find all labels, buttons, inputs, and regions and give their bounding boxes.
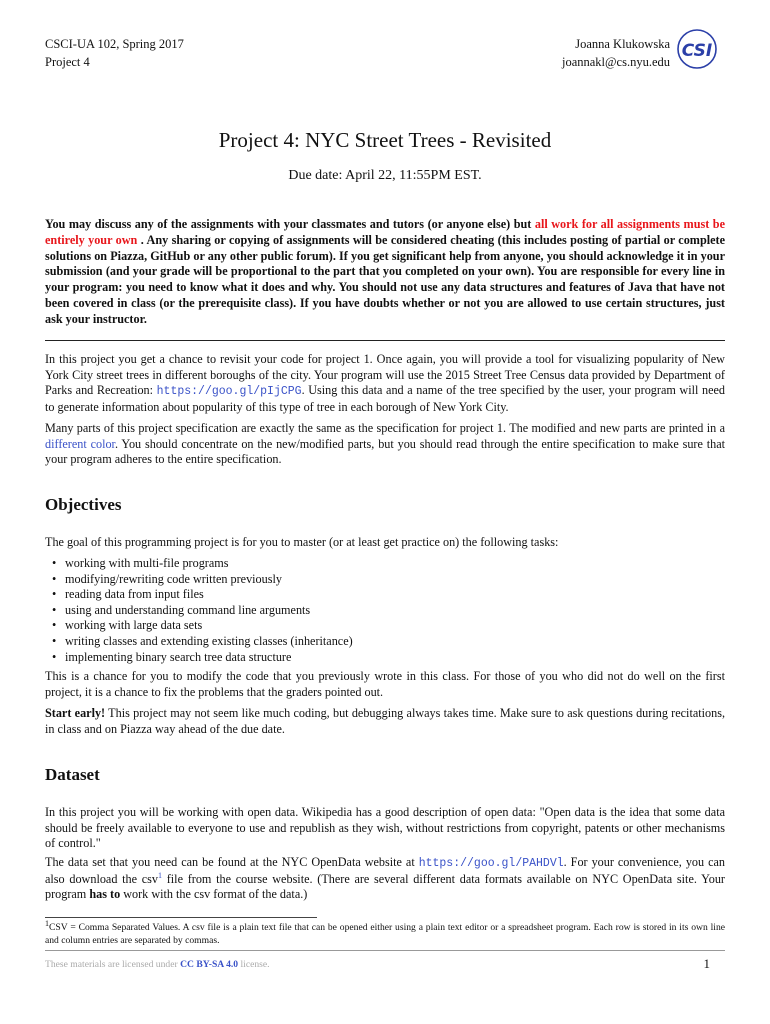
objective-item: • writing classes and extending existing classes (inheritance) <box>45 634 725 650</box>
objective-item: • modifying/rewriting code written previously <box>45 572 725 588</box>
census-data-link[interactable]: https://goo.gl/pIjCPG <box>156 385 302 399</box>
policy-text-1: You may discuss any of the assignments with your classmates and tutors (or anyone else) but <box>45 217 535 231</box>
author-name: Joanna Klukowska <box>575 37 670 51</box>
project-label: Project 4 <box>45 55 90 69</box>
footnote-text: CSV = Comma Separated Values. A csv file is a plain text file that can be opened either using a plain text editor or a spreadsheet program. Each row is stored in its own line and column entries are separated by commas. <box>45 922 725 946</box>
intro-text: In this project you get a chance to revisit your code for project 1. Once again, you will provide a tool for visualizing popularity of New York City street trees in different boroughs of the city. Your program will use the 2015 Street Tree Census data provided by Department of Parks and Recreation: <box>45 352 725 398</box>
intro-text: . You should concentrate on the new/modified parts, but you should read through the entire specification to make sure that your program adheres to the entire specification. <box>45 436 726 467</box>
objective-item: • working with multi-file programs <box>45 556 725 572</box>
start-early-text: This project may not seem like much coding, but debugging always takes time. Make sure to ask questions during recitations, in class and on Piazza way ahead of the due date. <box>45 706 725 736</box>
opendata-link[interactable]: https://goo.gl/PAHDVl <box>418 857 564 870</box>
intro-paragraph-2 <box>45 421 725 468</box>
footnote-mark: 1 <box>45 918 49 928</box>
footnote-ref[interactable]: 1 <box>158 870 163 880</box>
dataset-text: file from the course website. (There are several different data formats available on NYC OpenData site. Your program <box>45 871 725 902</box>
intro-paragraph-1 <box>45 352 725 415</box>
footnote-divider <box>45 917 317 918</box>
objective-item: • using and understanding command line arguments <box>45 603 725 619</box>
page-title: Project 4: NYC Street Trees - Revisited <box>218 128 552 152</box>
license-notice <box>45 959 270 970</box>
header-left <box>45 35 184 71</box>
objective-item: • working with large data sets <box>45 618 725 634</box>
intro-text: . Using this data and a name of the tree specified by the user, your program will need to generate information about popularity of this type of tree in each borough of New York City. <box>45 383 725 414</box>
different-color-text: different color <box>45 436 115 451</box>
dataset-text: The data set that you need can be found at the NYC OpenData website at <box>45 855 419 869</box>
objective-item: • reading data from input files <box>45 587 725 603</box>
license-text: license. <box>238 959 270 970</box>
policy-highlight: all work for all assignments must be entirely your own <box>45 217 725 247</box>
license-text: These materials are licensed under <box>45 959 181 970</box>
objectives-intro: The goal of this programming project is for you to master (or at least get practice on) the following tasks: <box>45 535 559 549</box>
logo-text: CSI <box>681 41 713 61</box>
csi-logo-icon <box>676 28 718 70</box>
section-divider <box>45 340 725 341</box>
start-early-label: Start early! <box>45 706 106 720</box>
author-email: joannakl@cs.nyu.edu <box>561 55 670 69</box>
dataset-text: . For your convenience, you can also download the csv <box>45 855 725 886</box>
dataset-paragraph-2 <box>45 855 725 903</box>
page-number: 1 <box>703 956 710 971</box>
objective-item: • implementing binary search tree data structure <box>45 650 725 666</box>
policy-text-2: . Any sharing or copying of assignments will be considered cheating (this includes posting of partial or complete solutions on Piazza, GitHub or any other public forum). If you get significant help from anyone, you should acknowledge it in your submission (and your grade will be proportional to the part that you completed on your own). You are responsible for every line in your program: you need to know what it does and why. You should not use any data structures and features of Java that have not been covered in class (or the prerequisite class). If you have doubts whether or not you are allowed to use certain structures, just ask your instructor. <box>45 232 725 326</box>
due-date: Due date: April 22, 11:55PM EST. <box>288 168 482 183</box>
dataset-text: work with the csv format of the data.) <box>120 887 308 902</box>
has-to-emphasis: has to <box>89 887 121 902</box>
objectives-paragraph: This is a chance for you to modify the code that you previously wrote in this class. For those of you who did not do well on the first project, it is a chance to fix the problems that the graders pointed out. <box>45 669 725 699</box>
objectives-heading: Objectives <box>45 495 122 514</box>
dataset-heading: Dataset <box>45 765 100 784</box>
academic-policy <box>45 217 725 328</box>
header-right <box>562 35 670 71</box>
start-early-paragraph <box>45 706 725 737</box>
footnote <box>45 918 725 947</box>
footer-divider <box>45 950 725 951</box>
license-link[interactable]: CC BY-SA 4.0 <box>180 959 239 970</box>
intro-text: Many parts of this project specification are exactly the same as the specification for project 1. The modified and new parts are printed in a <box>45 421 725 435</box>
dataset-paragraph-1: In this project you will be working with open data. Wikipedia has a good description of open data: "Open data is the idea that some data should be freely available to everyone to use and republish as they wish, without restrictions from copyright, patents or other mechanisms of control." <box>45 805 725 851</box>
course-name: CSCI-UA 102, Spring 2017 <box>45 37 184 51</box>
objectives-list <box>45 556 725 665</box>
